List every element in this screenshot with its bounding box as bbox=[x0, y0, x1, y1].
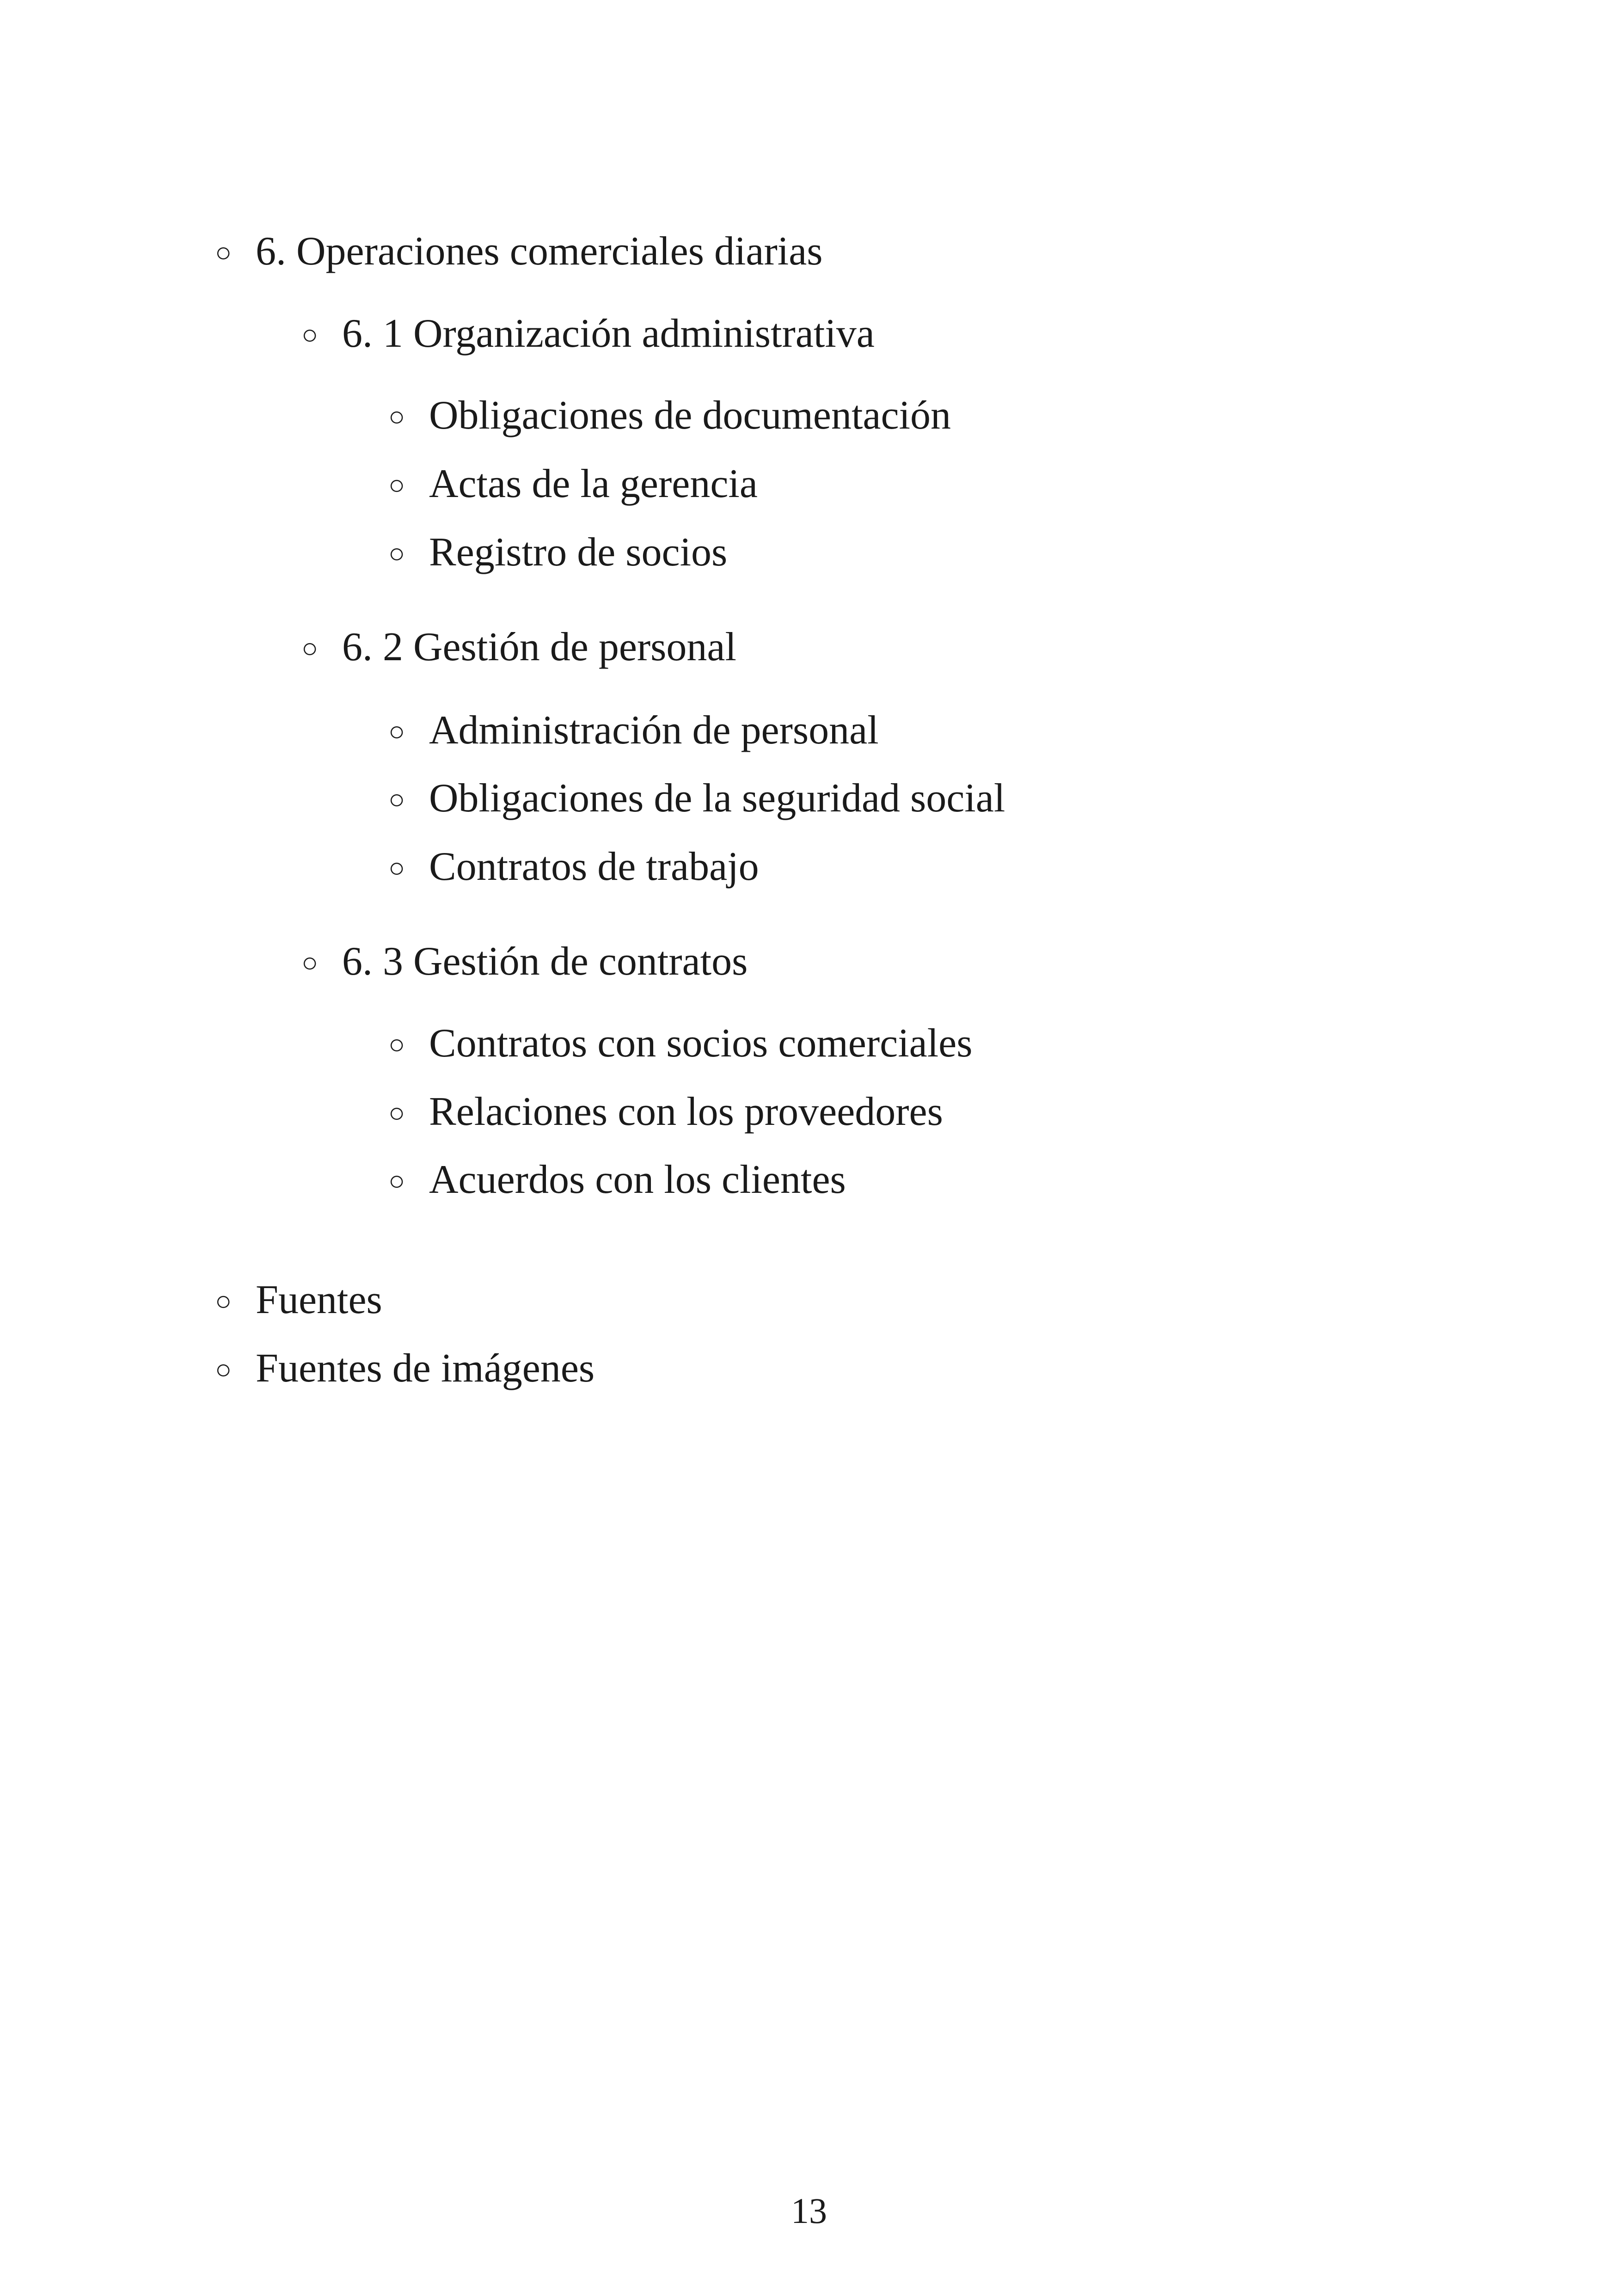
circle-bullet-icon: ○ bbox=[388, 1166, 405, 1196]
toc-entry-label: Obligaciones de documentación bbox=[429, 393, 951, 438]
circle-bullet-icon: ○ bbox=[215, 1286, 232, 1316]
circle-bullet-icon: ○ bbox=[215, 237, 232, 268]
toc-entry-label: Acuerdos con los clientes bbox=[429, 1157, 846, 1202]
toc-entry-label: Contratos con socios comerciales bbox=[429, 1021, 973, 1066]
toc-entry-label: Administración de personal bbox=[429, 708, 879, 753]
circle-bullet-icon: ○ bbox=[388, 716, 405, 747]
circle-bullet-icon: ○ bbox=[388, 1098, 405, 1128]
circle-bullet-icon: ○ bbox=[388, 401, 405, 432]
toc-entry-label: Relaciones con los proveedores bbox=[429, 1089, 943, 1134]
toc-entry-label: 6. 1 Organización administrativa bbox=[342, 311, 875, 356]
circle-bullet-icon: ○ bbox=[301, 633, 319, 663]
toc-entry-label: 6. 2 Gestión de personal bbox=[342, 625, 736, 669]
page-number: 13 bbox=[791, 2191, 827, 2231]
toc-entry-label: Fuentes bbox=[256, 1277, 382, 1322]
toc-entry-label: Obligaciones de la seguridad social bbox=[429, 776, 1005, 821]
toc-entry-label: Fuentes de imágenes bbox=[256, 1346, 595, 1391]
toc-entry-label: 6. Operaciones comerciales diarias bbox=[256, 229, 823, 274]
circle-bullet-icon: ○ bbox=[388, 470, 405, 500]
circle-bullet-icon: ○ bbox=[388, 1029, 405, 1060]
circle-bullet-icon: ○ bbox=[388, 538, 405, 569]
circle-bullet-icon: ○ bbox=[301, 947, 319, 978]
circle-bullet-icon: ○ bbox=[301, 319, 319, 350]
toc-entry-label: Contratos de trabajo bbox=[429, 844, 759, 889]
toc-entry-label: 6. 3 Gestión de contratos bbox=[342, 939, 748, 984]
toc-entry-label: Registro de socios bbox=[429, 530, 728, 575]
toc-entry-label: Actas de la gerencia bbox=[429, 461, 758, 506]
circle-bullet-icon: ○ bbox=[388, 784, 405, 815]
circle-bullet-icon: ○ bbox=[215, 1354, 232, 1385]
circle-bullet-icon: ○ bbox=[388, 853, 405, 883]
